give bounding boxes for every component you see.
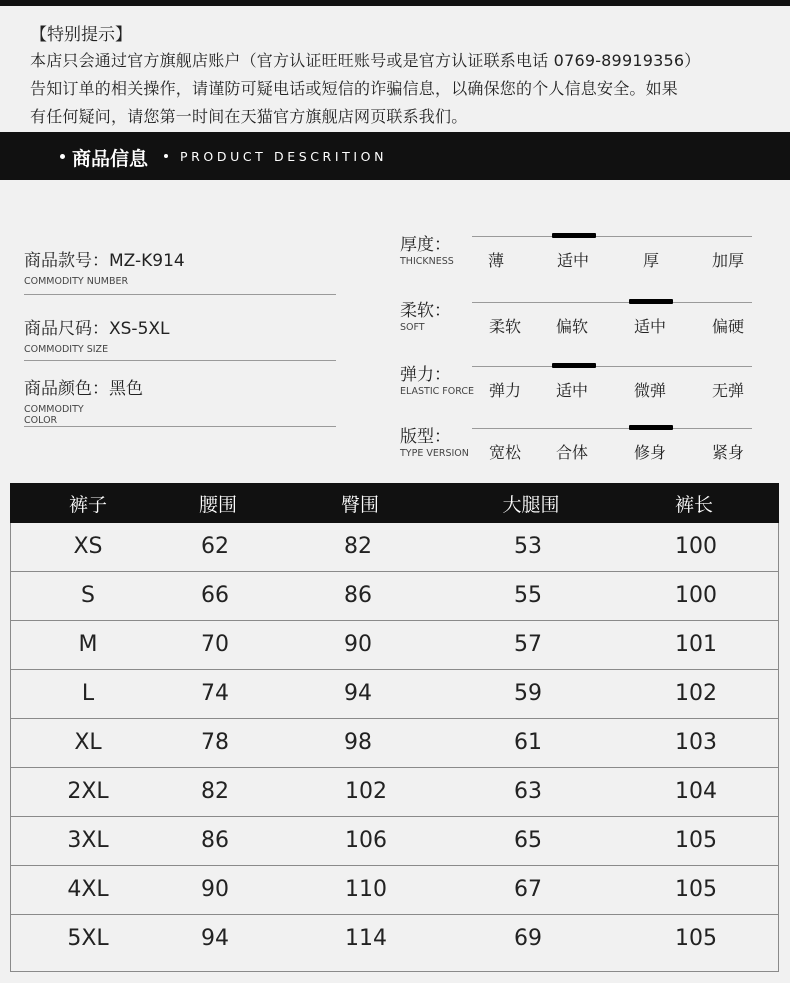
waist-cell: 62 xyxy=(201,534,229,559)
scale-label: 厚度： xyxy=(400,235,451,255)
field-sublabel: COMMODITY COLOR xyxy=(24,404,84,426)
scale-option: 合体 xyxy=(555,443,589,462)
scale-track xyxy=(472,236,752,237)
hip-cell: 106 xyxy=(345,828,387,853)
size-cell: M xyxy=(78,632,98,657)
table-row xyxy=(10,915,779,964)
field-commodity-size xyxy=(24,314,336,355)
scale-option: 偏硬 xyxy=(711,317,745,336)
length-cell: 100 xyxy=(675,534,717,559)
field-sublabel: COMMODITY SIZE xyxy=(24,344,109,355)
hip-cell: 94 xyxy=(344,681,372,706)
divider xyxy=(24,360,336,361)
size-cell: XL xyxy=(74,730,102,755)
scale-marker xyxy=(552,363,596,368)
scale-option: 柔软 xyxy=(488,317,522,336)
size-cell: 2XL xyxy=(67,779,109,804)
hip-cell: 86 xyxy=(344,583,372,608)
header-cell: 大腿围 xyxy=(502,494,560,516)
size-cell: 5XL xyxy=(67,926,109,951)
thigh-cell: 67 xyxy=(514,877,542,902)
scale-label: 柔软： xyxy=(400,301,451,321)
scale-label-en: SOFT xyxy=(400,322,425,333)
scale-option: 厚 xyxy=(642,251,660,270)
section-title: 商品信息 xyxy=(72,148,149,170)
waist-cell: 74 xyxy=(201,681,229,706)
size-cell: S xyxy=(81,583,95,608)
table-row xyxy=(10,719,779,768)
bullet-icon xyxy=(60,154,65,159)
scale-elastic-force xyxy=(400,360,760,410)
thigh-cell: 57 xyxy=(514,632,542,657)
length-cell: 103 xyxy=(675,730,717,755)
thigh-cell: 53 xyxy=(514,534,542,559)
header-cell: 腰围 xyxy=(198,494,238,516)
scale-soft xyxy=(400,296,760,346)
hip-cell: 102 xyxy=(345,779,387,804)
table-header xyxy=(10,483,779,523)
section-subtitle: PRODUCT DESCRITION xyxy=(180,149,388,164)
scale-label-en: ELASTIC FORCE xyxy=(400,386,475,397)
notice-line: 告知订单的相关操作，请谨防可疑电话或短信的诈骗信息，以确保您的个人信息安全。如果 xyxy=(30,79,679,98)
notice-line: 有任何疑问，请您第一时间在天猫官方旗舰店网页联系我们。 xyxy=(30,107,468,126)
scale-option: 宽松 xyxy=(488,443,522,462)
hip-cell: 114 xyxy=(345,926,387,951)
size-cell: 4XL xyxy=(67,877,109,902)
length-cell: 102 xyxy=(675,681,717,706)
scale-option: 紧身 xyxy=(711,443,745,462)
divider xyxy=(24,426,336,427)
thigh-cell: 69 xyxy=(514,926,542,951)
thigh-cell: 59 xyxy=(514,681,542,706)
notice-line: 本店只会通过官方旗舰店账户（官方认证旺旺账号或是官方认证联系电话 0769-89919356） xyxy=(30,51,701,70)
table-row xyxy=(10,621,779,670)
scale-option: 适中 xyxy=(555,381,589,400)
size-table xyxy=(10,483,779,972)
field-commodity-number xyxy=(24,246,336,287)
hip-cell: 90 xyxy=(344,632,372,657)
divider xyxy=(24,294,336,295)
length-cell: 105 xyxy=(675,828,717,853)
header-cell: 裤长 xyxy=(674,494,714,516)
header-cell: 裤子 xyxy=(68,494,108,516)
scale-track xyxy=(472,428,752,429)
field-label: 商品款号：MZ-K914 xyxy=(24,251,185,271)
size-cell: 3XL xyxy=(67,828,109,853)
scale-label: 弹力： xyxy=(400,365,451,385)
scale-option: 弹力 xyxy=(488,381,522,400)
table-row xyxy=(10,523,779,572)
table-row xyxy=(10,768,779,817)
waist-cell: 66 xyxy=(201,583,229,608)
scale-option: 适中 xyxy=(556,251,590,270)
length-cell: 105 xyxy=(675,877,717,902)
length-cell: 100 xyxy=(675,583,717,608)
scale-option: 薄 xyxy=(487,251,505,270)
waist-cell: 90 xyxy=(201,877,229,902)
size-cell: XS xyxy=(73,534,103,559)
length-cell: 101 xyxy=(675,632,717,657)
waist-cell: 78 xyxy=(201,730,229,755)
notice-title: 【特别提示】 xyxy=(30,25,132,45)
table-row xyxy=(10,866,779,915)
scale-option: 无弹 xyxy=(711,381,745,400)
field-commodity-color xyxy=(24,374,336,426)
hip-cell: 82 xyxy=(344,534,372,559)
thigh-cell: 63 xyxy=(514,779,542,804)
field-label: 商品尺码：XS-5XL xyxy=(24,319,170,339)
scale-option: 偏软 xyxy=(555,317,589,336)
scale-option: 微弹 xyxy=(633,381,667,400)
table-row xyxy=(10,670,779,719)
table-row xyxy=(10,817,779,866)
length-cell: 105 xyxy=(675,926,717,951)
header-cell: 臀围 xyxy=(340,494,380,516)
scale-label-en: THICKNESS xyxy=(400,256,454,267)
thigh-cell: 65 xyxy=(514,828,542,853)
product-info xyxy=(0,180,790,480)
scale-marker xyxy=(552,233,596,238)
table-row xyxy=(10,572,779,621)
scale-type-version xyxy=(400,422,760,472)
scale-marker xyxy=(629,299,673,304)
thigh-cell: 55 xyxy=(514,583,542,608)
waist-cell: 82 xyxy=(201,779,229,804)
hip-cell: 110 xyxy=(345,877,387,902)
thigh-cell: 61 xyxy=(514,730,542,755)
scale-option: 修身 xyxy=(633,443,667,462)
waist-cell: 86 xyxy=(201,828,229,853)
field-label: 商品颜色：黑色 xyxy=(24,379,143,399)
scale-option: 加厚 xyxy=(711,251,745,270)
section-header xyxy=(0,132,790,180)
scale-marker xyxy=(629,425,673,430)
waist-cell: 94 xyxy=(201,926,229,951)
scale-thickness xyxy=(400,230,760,280)
scale-option: 适中 xyxy=(633,317,667,336)
length-cell: 104 xyxy=(675,779,717,804)
field-sublabel: COMMODITY NUMBER xyxy=(24,276,129,287)
hip-cell: 98 xyxy=(344,730,372,755)
scale-track xyxy=(472,366,752,367)
scale-track xyxy=(472,302,752,303)
scale-label-en: TYPE VERSION xyxy=(400,448,469,459)
size-cell: L xyxy=(81,681,95,706)
scale-label: 版型： xyxy=(400,427,451,447)
bullet-icon xyxy=(164,154,168,158)
waist-cell: 70 xyxy=(201,632,229,657)
notice-panel xyxy=(0,6,790,132)
